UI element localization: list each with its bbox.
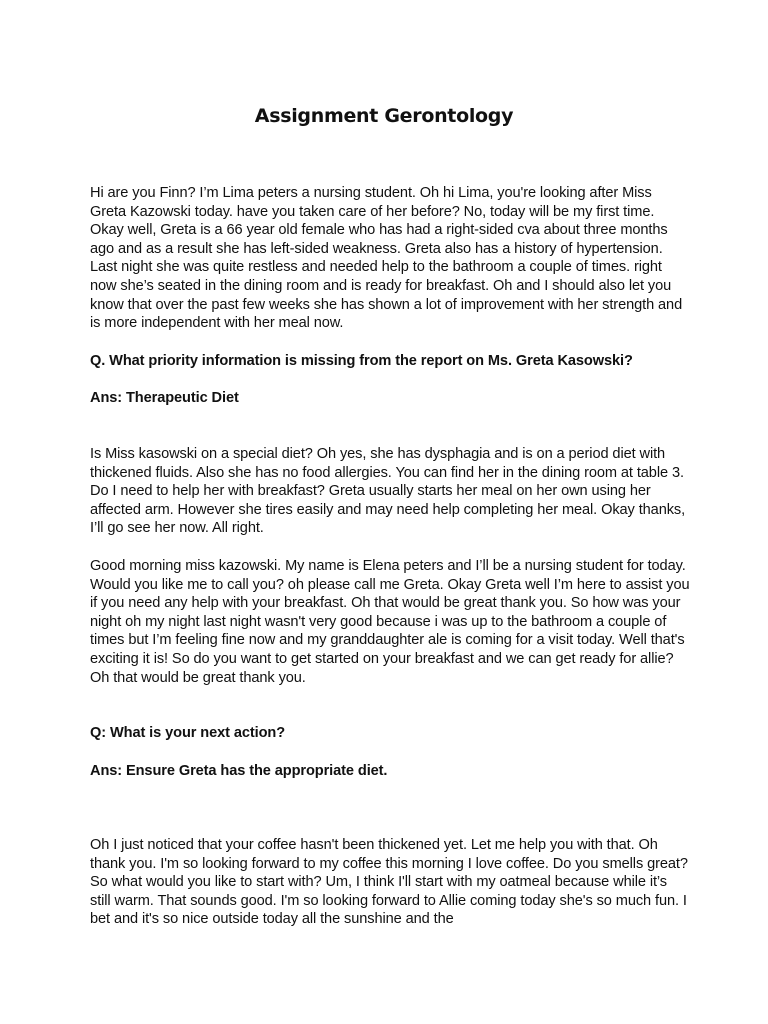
question-next-action: Q: What is your next action?	[90, 725, 286, 741]
paragraph-greeting-greta: Good morning miss kazowski. My name is Elena peters and I’ll be a nursing student for today. Would you like me to call you? oh please call me Greta. Okay Greta well I’m here to assist you if you need any help with your breakfast. Oh that would be great thank you. So how was your night oh my night last night wasn't very good because i was up to the bathroom a couple of times but I’m feeling fine now and my granddaughter ale is coming for a visit today. Well that's exciting it is! So do you want to get started on your breakfast and we can get ready for allie? Oh that would be great thank you.	[90, 558, 690, 686]
paragraph-coffee-thickened: Oh I just noticed that your coffee hasn't been thickened yet. Let me help you with that. Oh thank you. I'm so looking forward to my coffee this morning I love coffee. Do you smells great? So what would you like to start with? Um, I think I'll start with my oatmeal because while it’s still warm. That sounds good. I'm so looking forward to Allie coming today she's so much fun. I bet and it's so nice outside today all the sunshine and the	[90, 837, 688, 928]
answer-therapeutic-diet: Ans: Therapeutic Diet	[90, 390, 239, 406]
paragraph-handoff-report: Hi are you Finn? I’m Lima peters a nursing student. Oh hi Lima, you're looking after Miss Greta Kazowski today. have you taken care of her before? No, today will be my first time. Okay well, Greta is a 66 year old female who has had a right-sided cva about three months ago and as a result she has left-sided weakness. Greta also has a history of hypertension. Last night she was quite restless and needed help to the bathroom a couple of times. right now she’s seated in the dining room and is ready for breakfast. Oh and I should also let you know that over the past few weeks she has shown a lot of improvement with her strength and is more independent with her meal now.	[90, 185, 683, 332]
question-priority-information: Q. What priority information is missing from the report on Ms. Greta Kasowski?	[90, 353, 633, 369]
paragraph-special-diet: Is Miss kasowski on a special diet? Oh yes, she has dysphagia and is on a period diet with thickened fluids. Also she has no food allergies. You can find her in the dining room at table 3. Do I need to help her with breakfast? Greta usually starts her meal on her own using her affected arm. However she tires easily and may need help completing her meal. Okay thanks, I’ll go see her now. All right.	[90, 446, 686, 537]
answer-appropriate-diet: Ans: Ensure Greta has the appropriate diet.	[90, 763, 388, 779]
document-title: Assignment Gerontology	[254, 105, 514, 127]
